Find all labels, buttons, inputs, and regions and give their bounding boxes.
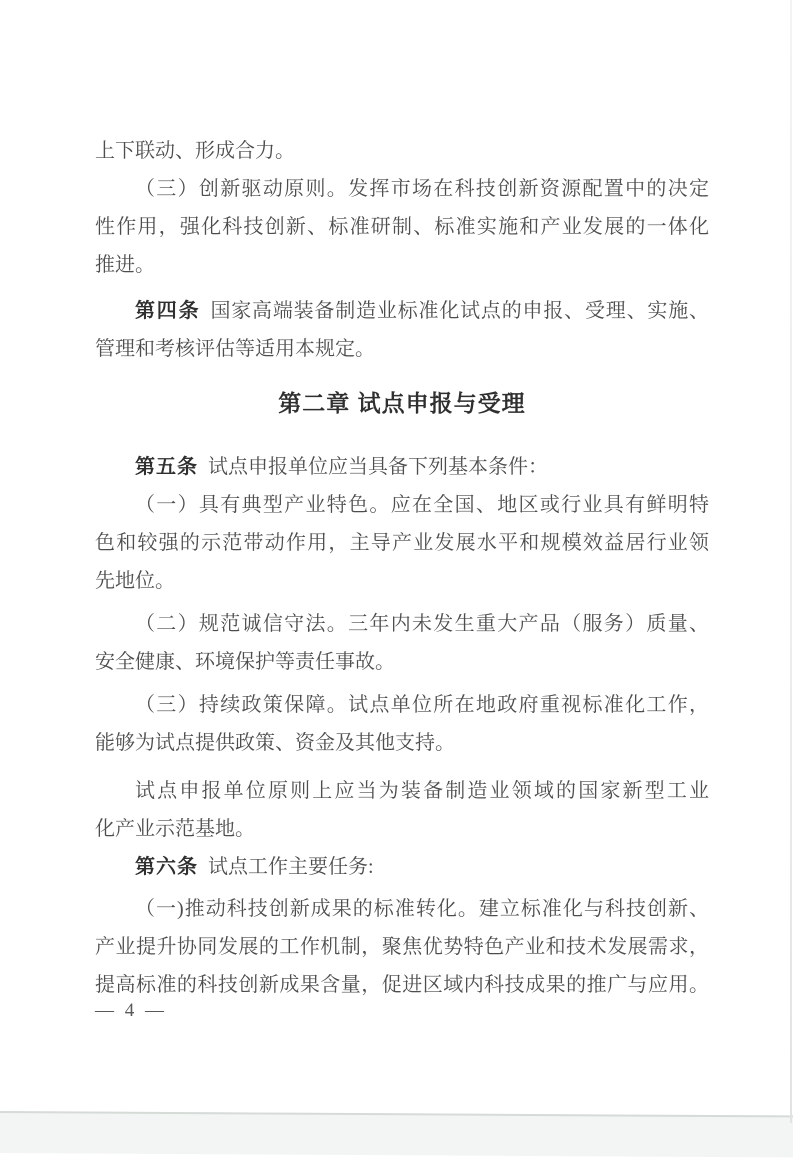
text-line: （二）规范诚信守法。三年内未发生重大产品（服务）质量、 [135,613,709,635]
text-line: 产业提升协同发展的工作机制，聚焦优势特色产业和技术发展需求， [95,936,709,958]
text-line: 安全健康、环境保护等责任事故。 [95,651,395,673]
text-line [95,448,709,486]
text-line: 提高标准的科技创新成果含量，促进区域内科技成果的推广与应用。 [95,974,709,996]
paragraph [95,772,709,848]
text-line: （一)推动科技创新成果的标准转化。建立标准化与科技创新、 [135,898,709,920]
paragraph [95,292,709,368]
paragraph [95,890,709,1004]
scan-edge-right [790,0,792,1123]
paragraph [95,170,709,284]
article-number: 第五条 [135,456,198,478]
text-line: 管理和考核评估等适用本规定。 [95,338,375,360]
scan-edge-bottom [0,1111,793,1158]
text-line: 先地位。 [95,570,175,592]
paragraph [95,132,709,170]
text-line: 上下联动、形成合力。 [95,140,295,162]
article-text: 试点申报单位应当具备下列基本条件： [208,456,548,478]
paragraph [95,486,709,600]
chapter-heading: 第二章 试点申报与受理 [278,390,526,416]
article-number: 第四条 [135,300,201,322]
text-line: 试点申报单位原则上应当为装备制造业领域的国家新型工业 [135,780,709,802]
text-line: （一）具有典型产业特色。应在全国、地区或行业具有鲜明特 [135,494,709,516]
text-line: 色和较强的示范带动作用，主导产业发展水平和规模效益居行业领 [95,532,709,554]
text-line [95,848,709,886]
page-number: — 4 — [95,1000,167,1021]
text-line: （三）创新驱动原则。发挥市场在科技创新资源配置中的决定 [135,178,709,200]
text-line: 化产业示范基地。 [95,818,255,840]
paragraph [95,605,709,681]
text-line: （三）持续政策保障。试点单位所在地政府重视标准化工作， [135,694,709,716]
paragraph [95,448,709,486]
paragraph [95,686,709,762]
document-body [95,132,709,1004]
article-number: 第六条 [135,856,198,878]
article-text: 试点工作主要任务: [208,856,374,878]
paragraph [95,848,709,886]
text-line: 能够为试点提供政策、资金及其他支持。 [95,732,455,754]
text-line: 推进。 [95,254,155,276]
text-line: 性作用，强化科技创新、标准研制、标准实施和产业发展的一体化 [95,216,709,238]
text-line [95,292,709,330]
article-text: 国家高端装备制造业标准化试点的申报、受理、实施、 [210,300,710,322]
